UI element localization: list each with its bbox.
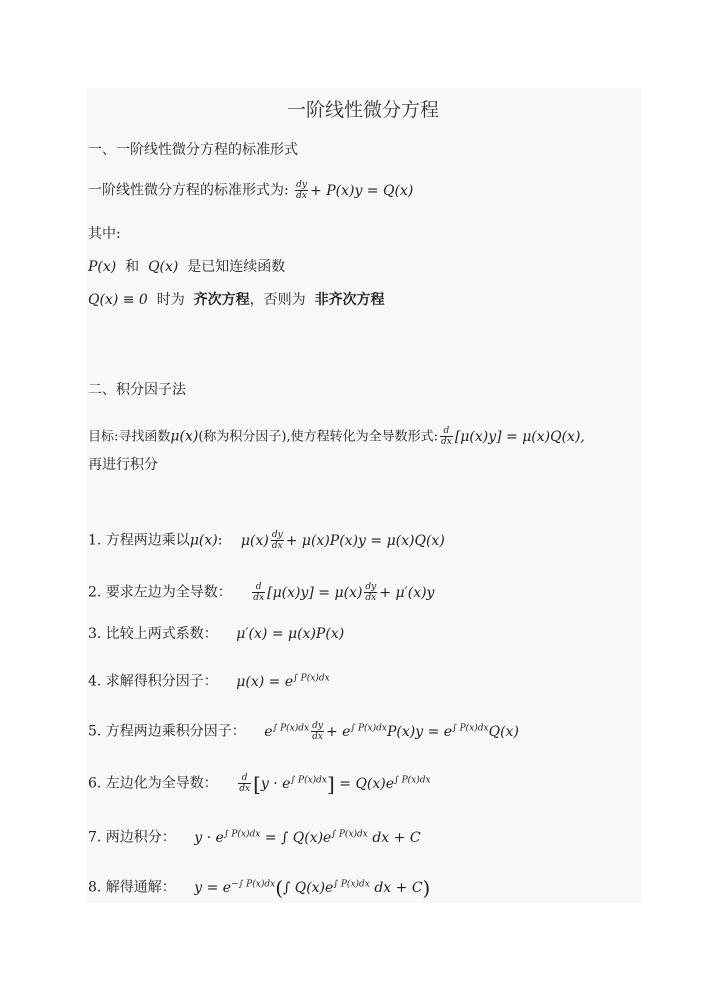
- step-3: 3. 比较上两式系数： μ′(x) = μ(x)P(x): [88, 626, 345, 642]
- step-7-label: 7. 两边积分：: [88, 829, 176, 846]
- section-2-heading: 二、积分因子法: [88, 382, 186, 398]
- standard-form-line: [88, 180, 413, 201]
- homog-when: 时为: [156, 292, 185, 308]
- known-text: 是已知连续函数: [187, 259, 286, 275]
- nonhomogeneous-term: 非齐次方程: [314, 292, 385, 308]
- step-5: 5. 方程两边乘积分因子： $e^{\int P(x)dx}$ $\frac{dy}{dx}$ + $e^{\int P(x)dx}P(x)y = e^{\int P(x)dx}Q(x)$: [88, 721, 519, 743]
- step-5-label: 5. 方程两边乘积分因子：: [88, 723, 246, 740]
- goal-line: 目标:寻找函数μ(x)(称为积分因子),使方程转化为全导数形式: $\frac{d}{dx}$ [μ(x)y] = μ(x)Q(x),: [88, 426, 585, 447]
- and-text: 和: [125, 259, 140, 275]
- step-8-label: 8. 解得通解：: [88, 879, 176, 896]
- step-2: 2. 要求左边为全导数： $\frac{d}{dx}$ [μ(x)y] = μ(x) $\frac{dy}{dx}$ + μ′(x)y: [88, 582, 435, 603]
- section-1-heading: 一、一阶线性微分方程的标准形式: [88, 142, 298, 158]
- step-4: 4. 求解得积分因子： $\mu(x) = e^{\int P(x)dx}$: [88, 673, 330, 690]
- goal-text-3: 再进行积分: [88, 457, 158, 473]
- homogeneous-term: 齐次方程: [193, 292, 250, 308]
- step-4-label: 4. 求解得积分因子：: [88, 673, 218, 690]
- where-label: 其中:: [88, 226, 121, 242]
- standard-form-label: 一阶线性微分方程的标准形式为:: [88, 182, 289, 199]
- step-1-label: 1. 方程两边乘以: [88, 532, 190, 549]
- step-6: 6. 左边化为全导数： $\frac{d}{dx}$ $[y \cdot e^{\int P(x)dx}] = Q(x)e^{\int P(x)dx}$: [88, 771, 431, 796]
- goal-text-1: 目标:寻找函数: [88, 429, 171, 445]
- goal-text-2: (称为积分因子),使方程转化为全导数形式:: [198, 429, 438, 445]
- page-title: 一阶线性微分方程: [286, 99, 439, 121]
- step-2-label: 2. 要求左边为全导数：: [88, 584, 232, 601]
- step-8: 8. 解得通解： $y = e^{-\int P(x)dx}(\int$ $Q(x)e^{\int P(x)dx}$ dx + C): [88, 875, 431, 900]
- step-7: 7. 两边积分： $y \cdot e^{\int P(x)dx}$ = ∫ $Q(x)e^{\int P(x)dx}$ dx + C: [88, 829, 421, 846]
- homogeneous-line: Q(x) ≡ 0 时为 齐次方程，否则为 非齐次方程: [88, 292, 385, 308]
- known-functions-line: P(x) 和 Q(x) 是已知连续函数: [88, 259, 286, 275]
- step-6-label: 6. 左边化为全导数：: [88, 775, 218, 792]
- step-1: 1. 方程两边乘以μ(x): μ(x) $\frac{dy}{dx}$ + μ(x)P(x)y = μ(x)Q(x): [88, 530, 445, 551]
- standard-form-equation: $\frac{dy}{dx}$ + P(x)y = Q(x): [296, 180, 414, 201]
- otherwise-text: ，否则为: [249, 292, 306, 308]
- step-3-label: 3. 比较上两式系数：: [88, 626, 218, 642]
